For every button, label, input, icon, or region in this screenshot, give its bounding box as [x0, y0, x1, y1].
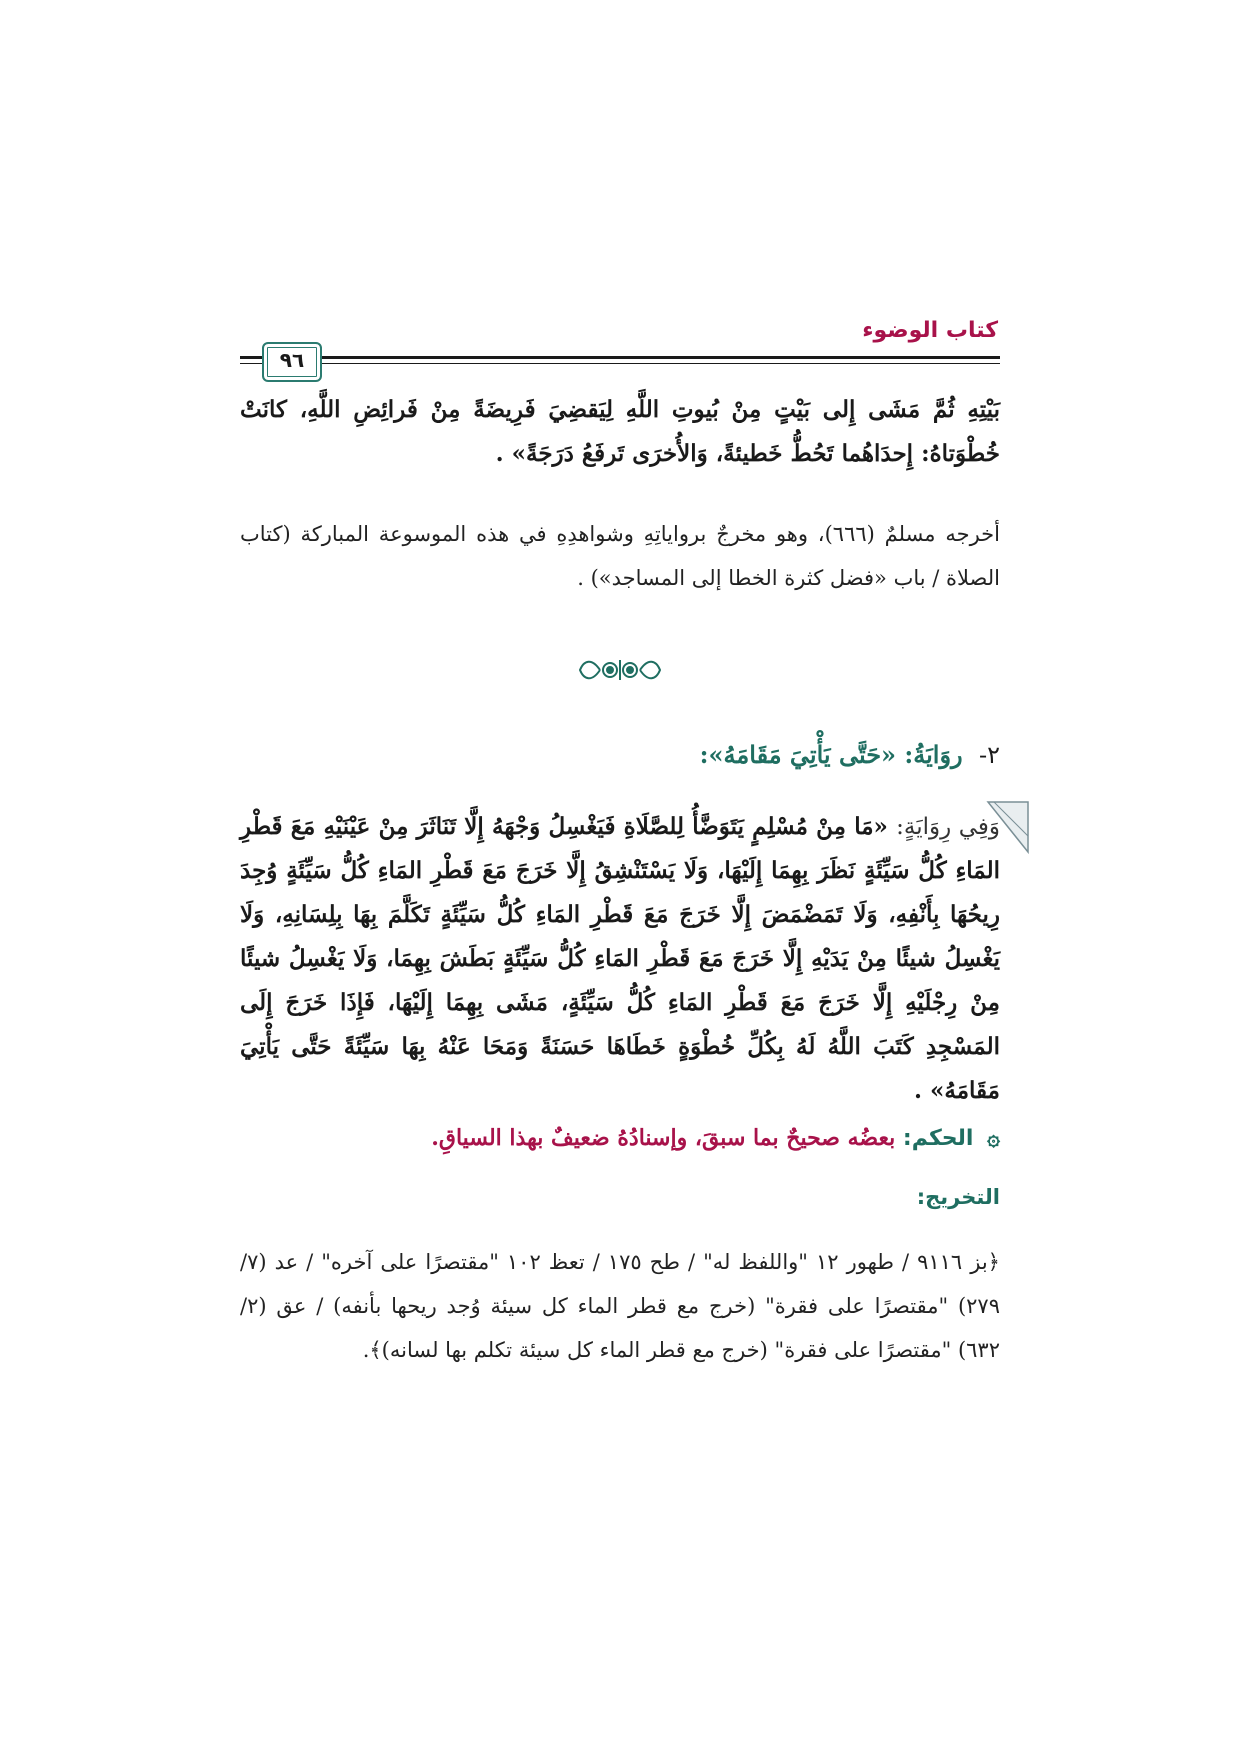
riwaya-paragraph — [240, 805, 1000, 1113]
header-rule-thick — [240, 356, 1000, 359]
riwaya-lead: وَفِي رِوَايَةٍ: — [896, 814, 1000, 840]
ruling — [431, 1125, 1000, 1151]
section-number: ٢- — [979, 741, 1000, 769]
header-rule-thin — [240, 363, 1000, 364]
ruling-text: بعضُه صحيحٌ بما سبقَ، وإسنادُهُ ضعيفٌ بهذا السياقِ. — [431, 1125, 896, 1151]
section-title-text: روَايَةُ: «حَتَّى يَأْتِيَ مَقَامَهُ»: — [699, 740, 963, 769]
page-number: ٩٦ — [262, 342, 322, 382]
hadith-continuation: بَيْتِهِ ثُمَّ مَشَى إِلى بَيْتٍ مِنْ بُيوتِ اللَّهِ لِيَقضِيَ فَرِيضَةً مِنْ فَرائِضِ اللَّهِ، كانَتْ خُطْوَتاهُ: إِحدَاهُما تَحُطُّ خَطيئةً، وَالأُخرَى تَرفَعُ دَرَجَةً» . — [240, 396, 1000, 467]
ruling-glyph: ۞ — [987, 1125, 1000, 1151]
chapter-title: كتاب الوضوء — [862, 318, 998, 343]
ruling-label: الحكم: — [902, 1126, 974, 1151]
riwaya-text: «مَا مِنْ مُسْلِمٍ يَتَوَضَّأُ لِلصَّلَاةِ فَيَغْسِلُ وَجْهَهُ إِلَّا تَنَاثَرَ مِنْ عَيْنَيْهِ مَعَ قَطْرِ المَاءِ كُلُّ سَيِّئَةٍ نَظَرَ بِهِمَا إِلَيْهَا، وَلَا يَسْتَنْشِقُ إِلَّا خَرَجَ مَعَ قَطْرِ المَاءِ كُلُّ سَيِّئَةٍ وُجِدَ رِيحُهَا بِأَنْفِهِ، وَلَا تَمَضْمَضَ إِلَّا خَرَجَ مَعَ قَطْرِ المَاءِ كُلُّ سَيِّئَةٍ تَكَلَّمَ بِهَا بِلِسَانِهِ، وَلَا يَغْسِلُ شيئًا مِنْ يَدَيْهِ إِلَّا خَرَجَ مَعَ قَطْرِ المَاءِ كُلُّ سَيِّئَةٍ بَطَشَ بِهِمَا، وَلَا يَغْسِلُ شيئًا مِنْ رِجْلَيْهِ إِلَّا خَرَجَ مَعَ قَطْرِ المَاءِ كُلُّ سَيِّئَةٍ، مَشَى بِهِمَا إِلَيْهَا، فَإِذَا خَرَجَ إِلَى المَسْجِدِ كَتَبَ اللَّهُ لَهُ بِكُلِّ خُطْوَةٍ خَطَاهَا حَسَنَةً وَمَحَا عَنْهُ بِهَا سَيِّئَةً حَتَّى يَأْتِيَ مَقَامَهُ» . — [240, 813, 1000, 1104]
source-note: أخرجه مسلمٌ (٦٦٦)، وهو مخرجٌ برواياتِهِ وشواهدِهِ في هذه الموسوعة المباركة (كتاب الصلاة / باب «فضل كثرة الخطا إلى المساجد») . — [240, 522, 1000, 590]
page — [240, 0, 1000, 1754]
takhrij-text: ﴿بز ٩١١٦ / طهور ١٢ "واللفظ له" / طح ١٧٥ / تعظ ١٠٢ "مقتصرًا على آخره" / عد (٧/ ٢٧٩) "مقتصرًا على فقرة" (خرج مع قطر الماء كل سيئة وُجد ريحها بأنفه) / عق (٢/ ٦٣٢) "مقتصرًا على فقرة" (خرج مع قطر الماء كل سيئة تكلم بها لسانه)﴾. — [240, 1250, 1000, 1362]
page-header — [240, 318, 1000, 388]
floral-divider-icon — [570, 650, 670, 690]
section-title — [700, 740, 1000, 769]
takhrij-heading: التخريج: — [916, 1185, 1000, 1209]
